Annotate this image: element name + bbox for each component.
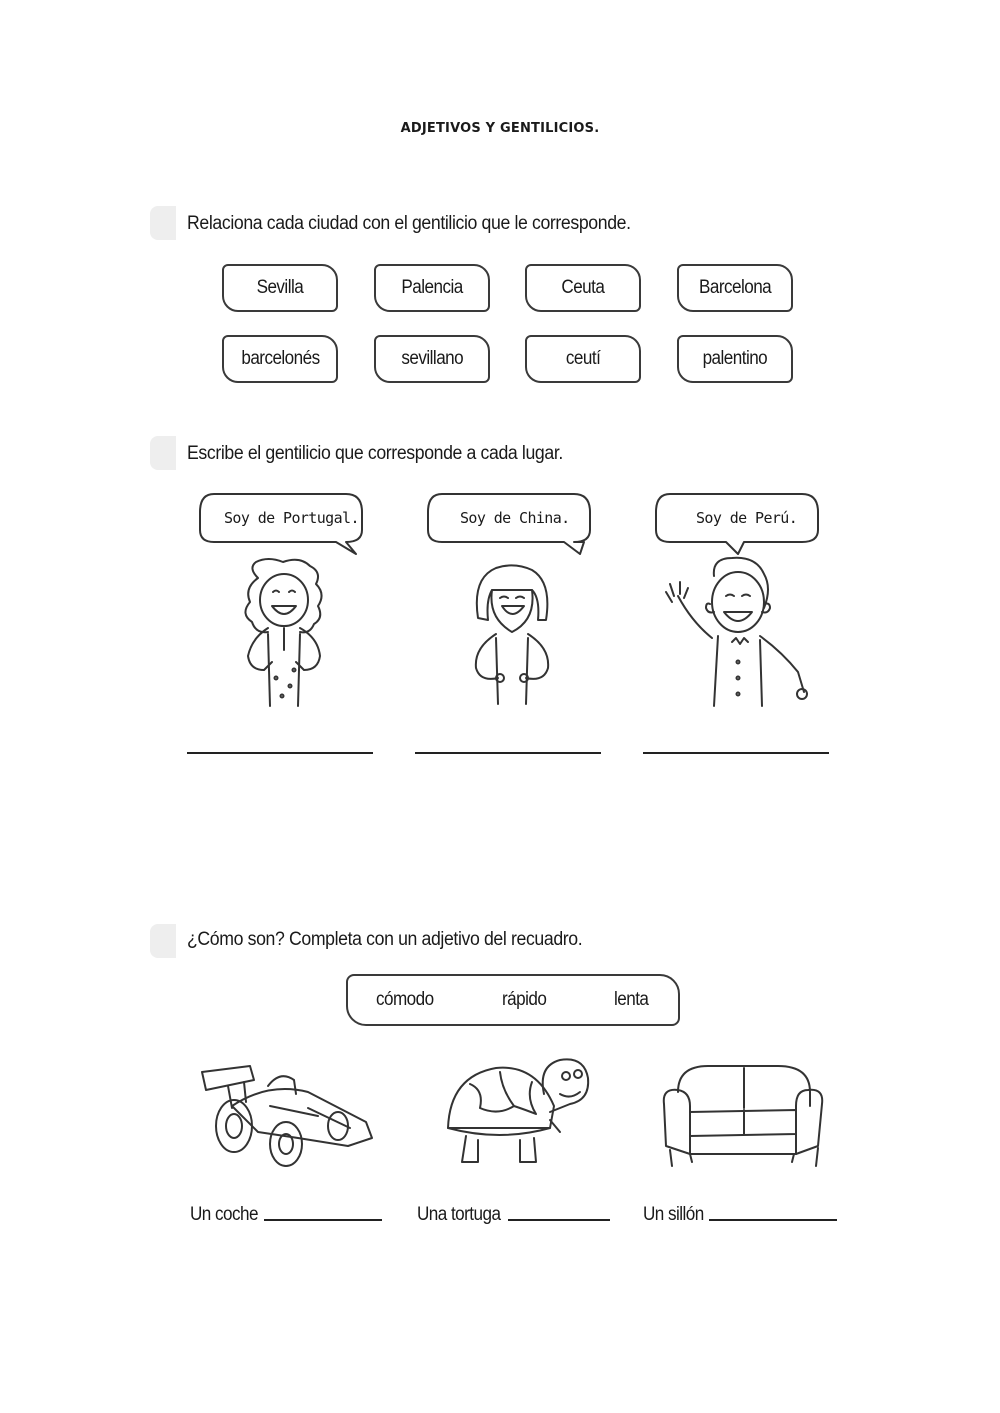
speech-bubble bbox=[424, 492, 594, 562]
adjective-rapido: rápido bbox=[502, 989, 547, 1010]
demonym-box-sevillano[interactable]: sevillano bbox=[374, 335, 490, 383]
answer-line-portugal[interactable] bbox=[187, 752, 373, 754]
demonym-box-barcelones[interactable]: barcelonés bbox=[222, 335, 338, 383]
section2-instruction: Escribe el gentilicio que corresponde a cada lugar. bbox=[187, 443, 563, 464]
instruction-marker bbox=[150, 436, 176, 470]
section3-instruction: ¿Cómo son? Completa con un adjetivo del recuadro. bbox=[187, 929, 583, 950]
item-label-tortuga: Una tortuga bbox=[417, 1204, 501, 1225]
city-box-barcelona[interactable]: Barcelona bbox=[677, 264, 793, 312]
instruction-marker bbox=[150, 924, 176, 958]
city-box-ceuta[interactable]: Ceuta bbox=[525, 264, 641, 312]
item-label-sillon: Un sillón bbox=[643, 1204, 704, 1225]
answer-line-sillon[interactable] bbox=[709, 1219, 837, 1221]
answer-line-china[interactable] bbox=[415, 752, 601, 754]
speech-text-china: Soy de China. bbox=[460, 509, 570, 527]
portuguese-girl-icon bbox=[228, 558, 348, 708]
chinese-girl-icon bbox=[458, 558, 568, 708]
race-car-icon bbox=[198, 1062, 378, 1172]
instruction-marker bbox=[150, 206, 176, 240]
speech-text-peru: Soy de Perú. bbox=[696, 509, 798, 527]
peruvian-boy-icon bbox=[652, 552, 822, 712]
sofa-icon bbox=[658, 1062, 828, 1172]
demonym-box-ceuti[interactable]: ceutí bbox=[525, 335, 641, 383]
demonym-box-palentino[interactable]: palentino bbox=[677, 335, 793, 383]
answer-line-peru[interactable] bbox=[643, 752, 829, 754]
answer-line-tortuga[interactable] bbox=[508, 1219, 610, 1221]
adjective-lenta: lenta bbox=[614, 989, 649, 1010]
turtle-icon bbox=[440, 1054, 610, 1174]
item-label-coche: Un coche bbox=[190, 1204, 258, 1225]
city-box-sevilla[interactable]: Sevilla bbox=[222, 264, 338, 312]
section1-instruction: Relaciona cada ciudad con el gentilicio que le corresponde. bbox=[187, 213, 631, 234]
speech-text-portugal: Soy de Portugal. bbox=[224, 509, 359, 527]
answer-line-coche[interactable] bbox=[264, 1219, 382, 1221]
page-title: ADJETIVOS Y GENTILICIOS. bbox=[400, 121, 600, 136]
speech-bubble bbox=[196, 492, 366, 562]
city-box-palencia[interactable]: Palencia bbox=[374, 264, 490, 312]
adjective-comodo: cómodo bbox=[376, 989, 434, 1010]
